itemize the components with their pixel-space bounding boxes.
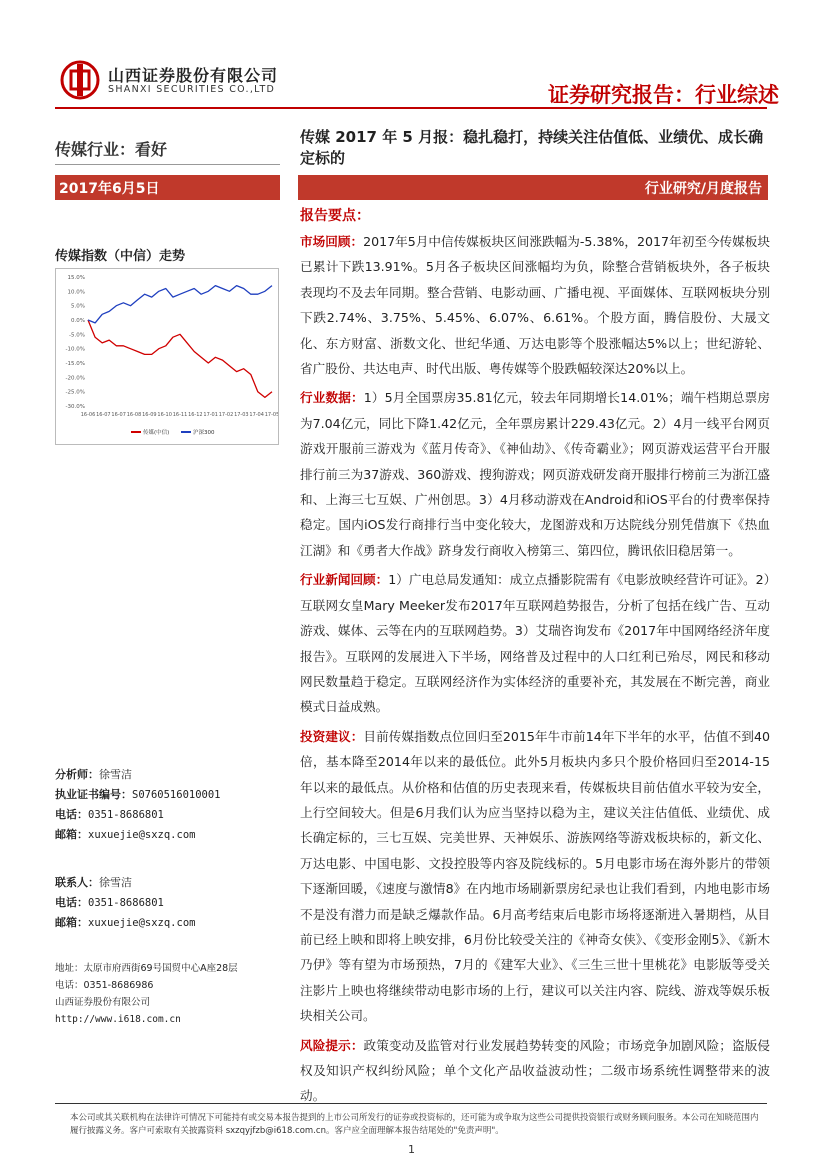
y-tick-label: -20.0% [65, 375, 85, 382]
x-tick-label: 16-06 [80, 412, 96, 418]
sub-bar-label: 行业研究/月度报告 [644, 181, 762, 197]
company-name-cn: 山西证券股份有限公司 [108, 66, 279, 85]
analyst-cert-row: 执业证书编号：S0760516010001 [55, 788, 221, 801]
x-tick-label: 16-11 [172, 412, 188, 418]
y-tick-label: 15.0% [67, 275, 85, 281]
x-tick-label: 16-07 [111, 412, 126, 418]
y-tick-label: 0.0% [71, 318, 85, 324]
contact-row: 联系人：徐雪洁 [55, 876, 132, 889]
section-market-review: 市场回顾：2017年5月中信传媒板块区间涨跌幅为-5.38%，2017年初至今传媒板块已累计下跌13.91%。5月各子板块区间涨幅均为负，除整合营销板块外，各子板块表现均不及去年同期。整合营销、电影动画、广播电视、平面媒体、互联网板块分别下跌2.74%、3.75%、5.45%、6.07%、6.61%。个股方面，腾信股份、大晟文化、东方财富、浙数文化、世纪华通、万达电影等个股涨幅达5%以上；世纪游轮、省广股份、共达电声、时代出版、粤传媒等个股跌幅较深达20%以上。 [300, 234, 771, 377]
section-investment-advice: 投资建议：目前传媒指数点位回归至2015年牛市前14年下半年的水平，估值不到40倍，基本降至2014年以来的最低位。此外5月板块内多只个股价格回归至2014-15年以来的最低点。从价格和估值的历史表现来看，传媒板块目前估值水平较为安全，上行空间较大。但是6月我们认为应当坚持以稳为主，建议关注估值低、业绩优、成长确定标的，三七互娱、完美世界、天神娱乐、游族网络等游戏板块标的，新文化、万达电影、中国电影、文投控股等内容及院线标的。5月电影市场在海外影片的带领下逐渐回暖，《速度与激情8》在内地市场刷新票房纪录也让我们看到，内地电影市场不是没有潜力而是缺乏爆款作品。6月高考结束后电影市场将逐渐进入暑期档，从目前已经上映和即将上映安排，6月份比较受关注的《神奇女侠》、《变形金刚5》、《新木乃伊》等有望为市场预热，7月的《建军大业》、《三生三世十里桃花》电影版等受关注影片上映也将继续带动电影市场的上行，建议可以关注内容、院线、游戏等娱乐板块相关公司。 [300, 728, 771, 1024]
x-tick-label: 16-10 [157, 412, 172, 418]
x-tick-label: 16-08 [126, 412, 142, 418]
logo-icon [60, 60, 100, 100]
report-date: 2017年6月5日 [59, 181, 160, 197]
chart-svg [56, 269, 278, 444]
y-tick-label: -10.0% [65, 346, 85, 353]
key-points-heading: 报告要点： [300, 208, 370, 224]
address-tel: 电话：0351-8686986 [55, 980, 154, 991]
analyst-mail-row: 邮箱：xuxuejie@sxzq.com [55, 828, 196, 841]
series-line-hs300 [88, 286, 272, 323]
y-tick-label: 10.0% [67, 289, 85, 296]
x-tick-label: 17-02 [218, 412, 234, 418]
main-body [300, 229, 770, 1113]
legend-label: 传媒(中信) [143, 430, 170, 436]
y-tick-label: -25.0% [65, 389, 85, 396]
industry-rating: 传媒行业：看好 [55, 140, 168, 159]
y-tick-label: -15.0% [65, 361, 85, 367]
address-block [55, 960, 295, 1028]
contact-mail-row: 邮箱：xuxuejie@sxzq.com [55, 916, 196, 929]
page-number: 1 [408, 1143, 415, 1156]
address-company: 山西证券股份有限公司 [55, 997, 151, 1008]
x-tick-label: 17-01 [203, 412, 218, 418]
x-tick-label: 17-05 [264, 412, 278, 418]
contact-tel-row: 电话：0351-8686801 [55, 896, 164, 909]
x-tick-label: 16-07 [96, 412, 111, 418]
analyst-block [55, 765, 285, 845]
x-tick-label: 16-12 [188, 412, 203, 418]
footer-divider [55, 1103, 767, 1104]
analyst-tel-row: 电话：0351-8686801 [55, 808, 164, 821]
footer-disclaimer: 本公司或其关联机构在法律许可情况下可能持有或交易本报告提到的上市公司所发行的证券或投资标的，还可能为或争取为这些公司提供投资银行或财务顾问服务。本公司在知晓范围内履行披露义务。客户可索取有关披露资料 sxzqyjfzb@i618.com.cn。客户应全面理解本报告结尾处的"免责声明"。 [70, 1113, 759, 1136]
address-line: 地址：太原市府西街69号国贸中心A座28层 [55, 963, 238, 974]
chart-title: 传媒指数（中信）走势 [55, 249, 186, 264]
section-industry-data: 行业数据：1）5月全国票房35.81亿元，较去年同期增长14.01%；端午档期总票房为7.04亿元，同比下降1.42亿元，全年票房累计229.43亿元。2）4月一线平台网页游戏开服前三游戏为《蓝月传奇》、《神仙劫》、《传奇霸业》；网页游戏运营平台开服排行前三为37游戏、360游戏、搜狗游戏；网页游戏研发商开服排行榜前三为浙江盛和、上海三七互娱、广州创思。3）4月移动游戏在Android和iOS平台的付费率保持稳定。国内iOS发行商排行当中变化较大，龙图游戏和万达院线分别凭借旗下《热血江湖》和《勇者大作战》跻身发行商收入榜第三、第四位，腾讯依旧稳居第一。 [300, 390, 771, 558]
analyst-row: 分析师：徐雪洁 [55, 768, 132, 781]
contact-email-link[interactable]: xuxuejie@sxzq.com [88, 917, 196, 929]
report-type: 证券研究报告：行业综述 [548, 83, 779, 107]
sub-bar [298, 175, 768, 200]
header-divider [55, 107, 767, 109]
analyst-email-link[interactable]: xuxuejie@sxzq.com [88, 829, 196, 841]
x-tick-label: 17-03 [234, 412, 249, 418]
series-line-media [88, 320, 272, 397]
company-url[interactable]: http://www.i618.com.cn [55, 1014, 181, 1025]
left-divider [55, 164, 280, 165]
y-tick-label: 5.0% [71, 303, 85, 310]
date-bar [55, 175, 280, 200]
x-tick-label: 16-09 [142, 412, 157, 418]
section-news-review: 行业新闻回顾：1）广电总局发通知：成立点播影院需有《电影放映经营许可证》。2）互联网女皇Mary Meeker发布2017年互联网趋势报告，分析了包括在线广告、互动游戏、媒体、云等在内的互联网趋势。3）艾瑞咨询发布《2017年中国网络经济年度报告》。互联网的发展进入下半场，网络普及过程中的人口红利已殆尽，网民和移动网民数量趋于稳定。互联网经济作为实体经济的重要补充，其发展在不断完善，商业模式日益成熟。 [300, 572, 770, 715]
section-risk-warning: 风险提示：政策变动及监管对行业发展趋势转变的风险；市场竞争加剧风险；盗版侵权及知识产权纠纷风险；单个文化产品收益波动性；二级市场系统性调整带来的波动。 [300, 1037, 771, 1104]
y-tick-label: -30.0% [65, 404, 85, 410]
contact-block [55, 873, 285, 933]
x-tick-label: 17-04 [249, 412, 264, 418]
company-logo [60, 60, 100, 100]
index-chart [55, 268, 279, 445]
legend-label: 沪深300 [193, 430, 215, 436]
company-name-en: SHANXI SECURITIES CO.,LTD [108, 84, 276, 95]
report-title: 传媒 2017 年 5 月报：稳扎稳打，持续关注估值低、业绩优、成长确定标的 [300, 128, 764, 167]
y-tick-label: -5.0% [69, 332, 85, 339]
